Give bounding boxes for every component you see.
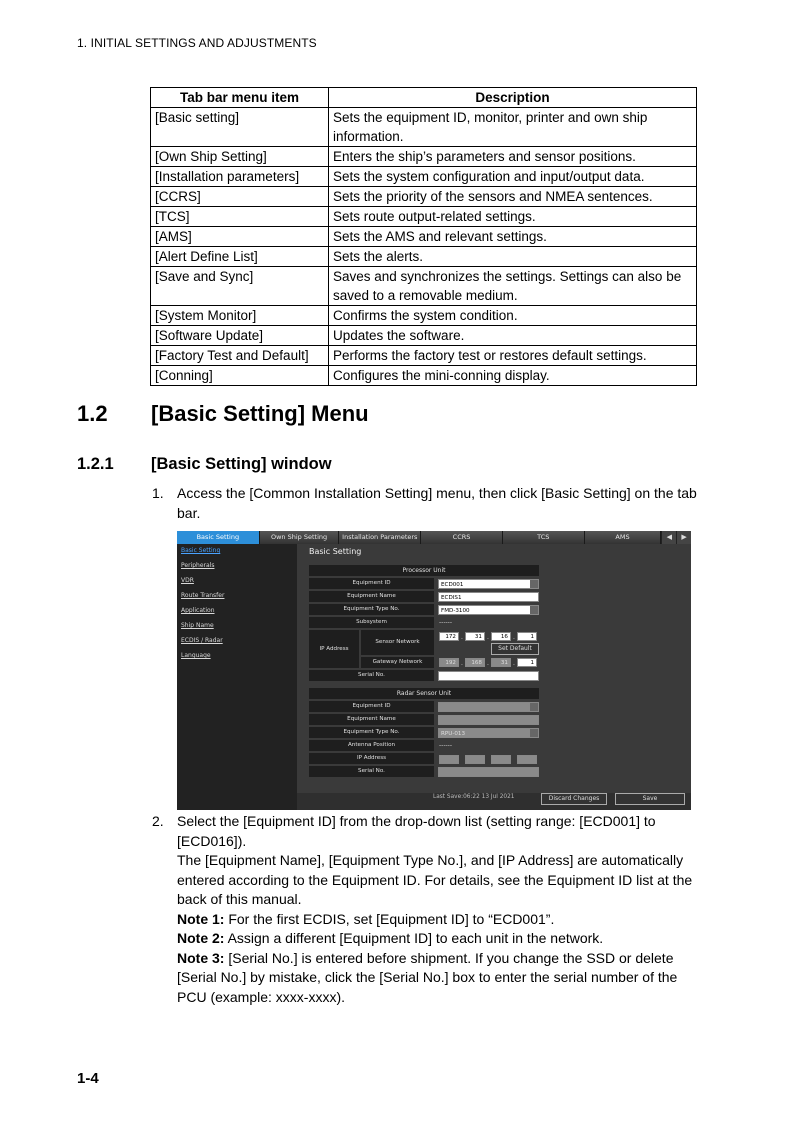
tab-ams[interactable]: AMS: [585, 531, 662, 544]
menu-item-cell: [Factory Test and Default]: [151, 346, 329, 366]
menu-item-cell: [TCS]: [151, 207, 329, 227]
gateway-network-label: Gateway Network: [361, 657, 434, 668]
radar-ip-octet-4: [517, 755, 537, 764]
menu-item-cell: [AMS]: [151, 227, 329, 247]
main-panel: Basic Setting Processor Unit Equipment ID ECD001 Equipment Name ECDIS1 Equipment Type No. FMD-3100 Subsystem ------ IP Address Sensor Network 172 . 31 . 16 . 1 Set Default Gateway Network 192 . 168 . 31 . 1 Serial No. Radar Sensor Unit Equipment ID Equipment Name Equipment Type No. RPU-013 Antenna Position ------ IP Address Serial No.: [297, 544, 691, 810]
table-row: [151, 187, 697, 207]
radar-equipment-name-label: Equipment Name: [309, 714, 434, 725]
description-cell: Confirms the system condition.: [329, 306, 697, 326]
side-link-peripherals[interactable]: Peripherals: [181, 562, 215, 569]
side-link-ship-name[interactable]: Ship Name: [181, 622, 214, 629]
gateway-ip-octet-3: 31: [491, 658, 511, 667]
sensor-network-label: Sensor Network: [361, 630, 434, 655]
subsection-title: [Basic Setting] window: [151, 455, 332, 473]
dropdown-arrow-icon: [530, 606, 538, 614]
radar-equipment-type-label: Equipment Type No.: [309, 727, 434, 738]
tab-installation-parameters[interactable]: Installation Parameters: [339, 531, 421, 544]
note-2: Note 2: Assign a different [Equipment ID] to each unit in the network.: [177, 930, 604, 946]
side-link-language[interactable]: Language: [181, 652, 211, 659]
equipment-name-label: Equipment Name: [309, 591, 434, 602]
radar-ip-octet-2: [465, 755, 485, 764]
note-3: Note 3: [Serial No.] is entered before shipment. If you change the SSD or delete [Serial No.] by mistake, click the [Serial No.] box to enter the serial number of the PCU (example: xxxx-xxxx).: [177, 949, 678, 1005]
equipment-type-label: Equipment Type No.: [309, 604, 434, 615]
radar-serial-no-field: [438, 767, 539, 777]
table-row: [151, 227, 697, 247]
side-menu: [177, 544, 297, 810]
column-header: Description: [329, 88, 697, 108]
table-row: [151, 207, 697, 227]
menu-item-cell: [Conning]: [151, 366, 329, 386]
sensor-ip-octet-3[interactable]: 16: [491, 632, 511, 641]
menu-item-cell: [CCRS]: [151, 187, 329, 207]
sensor-ip-octet-2[interactable]: 31: [465, 632, 485, 641]
equipment-name-field[interactable]: ECDIS1: [438, 592, 539, 602]
equipment-id-label: Equipment ID: [309, 578, 434, 589]
subsystem-label: Subsystem: [309, 617, 434, 628]
step-text: Select the [Equipment ID] from the drop-down list (setting range: [ECD001] to [ECD016]).: [177, 813, 656, 849]
table-header-row: [151, 88, 697, 108]
menu-item-cell: [Basic setting]: [151, 108, 329, 147]
ip-address-label: IP Address: [309, 630, 359, 668]
menu-item-cell: [Own Ship Setting]: [151, 147, 329, 167]
table-row: [151, 267, 697, 306]
description-cell: Sets the AMS and relevant settings.: [329, 227, 697, 247]
menu-item-cell: [Save and Sync]: [151, 267, 329, 306]
description-cell: Enters the ship’s parameters and sensor positions.: [329, 147, 697, 167]
column-header: Tab bar menu item: [151, 88, 329, 108]
menu-item-cell: [Software Update]: [151, 326, 329, 346]
note-1: Note 1: For the first ECDIS, set [Equipment ID] to “ECD001”.: [177, 910, 555, 927]
table-row: [151, 167, 697, 187]
running-header: 1. INITIAL SETTINGS AND ADJUSTMENTS: [77, 36, 317, 50]
sensor-ip-octet-1[interactable]: 172: [439, 632, 459, 641]
table-row: [151, 108, 697, 147]
gateway-ip-octet-1: 192: [439, 658, 459, 667]
antenna-position-label: Antenna Position: [309, 740, 434, 751]
tab-bar: [177, 531, 691, 544]
tab-scroll-left-icon[interactable]: ◀: [661, 531, 676, 544]
radar-serial-no-label: Serial No.: [309, 766, 434, 777]
set-default-button[interactable]: Set Default: [491, 643, 539, 655]
description-cell: Sets the priority of the sensors and NMEA sentences.: [329, 187, 697, 207]
side-link-application[interactable]: Application: [181, 607, 215, 614]
gateway-ip-octet-4[interactable]: 1: [517, 658, 537, 667]
page-number: 1-4: [77, 1070, 99, 1087]
menu-item-cell: [Alert Define List]: [151, 247, 329, 267]
tab-scroll-right-icon[interactable]: ▶: [676, 531, 691, 544]
serial-no-label: Serial No.: [309, 670, 434, 681]
dropdown-arrow-icon: [530, 703, 538, 711]
equipment-type-select[interactable]: FMD-3100: [438, 605, 539, 615]
side-link-ecdis-radar[interactable]: ECDIS / Radar: [181, 637, 223, 644]
last-save-status: Last Save:06:22 13 Jul 2021: [433, 794, 515, 800]
subsystem-value: ------: [439, 619, 452, 626]
equipment-id-select[interactable]: ECD001: [438, 579, 539, 589]
radar-equipment-id-select: [438, 702, 539, 712]
radar-ip-octet-3: [491, 755, 511, 764]
description-cell: Sets route output-related settings.: [329, 207, 697, 227]
dropdown-arrow-icon: [530, 729, 538, 737]
side-link-vdr[interactable]: VDR: [181, 577, 194, 584]
menu-item-cell: [System Monitor]: [151, 306, 329, 326]
tab-tcs[interactable]: TCS: [503, 531, 585, 544]
description-cell: Configures the mini-conning display.: [329, 366, 697, 386]
description-cell: Sets the alerts.: [329, 247, 697, 267]
step-number: 2.: [152, 813, 164, 829]
table-row: [151, 326, 697, 346]
section-number: 1.2: [77, 401, 108, 426]
antenna-position-value: ------: [439, 742, 452, 749]
section-title: [Basic Setting] Menu: [151, 401, 369, 426]
tab-ccrs[interactable]: CCRS: [421, 531, 503, 544]
serial-no-field[interactable]: [438, 671, 539, 681]
side-link-basic-setting[interactable]: Basic Setting: [181, 547, 221, 554]
save-button[interactable]: Save: [615, 793, 685, 805]
tab-own-ship-setting[interactable]: Own Ship Setting: [260, 531, 340, 544]
radar-equipment-id-label: Equipment ID: [309, 701, 434, 712]
description-cell: Saves and synchronizes the settings. Settings can also be saved to a removable medium.: [329, 267, 697, 306]
description-cell: Sets the equipment ID, monitor, printer and own ship information.: [329, 108, 697, 147]
processor-unit-header: Processor Unit: [309, 565, 539, 576]
table-row: [151, 346, 697, 366]
table-row: [151, 247, 697, 267]
radar-equipment-type-select: RPU-013: [438, 728, 539, 738]
panel-title: Basic Setting: [309, 547, 362, 556]
menu-item-cell: [Installation parameters]: [151, 167, 329, 187]
step-text: The [Equipment Name], [Equipment Type No.], and [IP Address] are automatically entered according to the Equipment ID. For details, see the Equipment ID list at the back of this manual.: [177, 852, 693, 907]
subsection-number: 1.2.1: [77, 455, 114, 473]
radar-ip-address-label: IP Address: [309, 753, 434, 764]
sensor-ip-octet-4[interactable]: 1: [517, 632, 537, 641]
discard-changes-button[interactable]: Discard Changes: [541, 793, 607, 805]
step-text-block: [177, 812, 697, 1007]
table-row: [151, 366, 697, 386]
tab-bar-menu-table: [150, 87, 697, 386]
radar-equipment-name-field: [438, 715, 539, 725]
step-text: Access the [Common Installation Setting] menu, then click [Basic Setting] on the tab bar.: [177, 485, 697, 521]
gateway-ip-octet-2: 168: [465, 658, 485, 667]
description-cell: Sets the system configuration and input/output data.: [329, 167, 697, 187]
radar-sensor-unit-header: Radar Sensor Unit: [309, 688, 539, 699]
table-row: [151, 306, 697, 326]
dropdown-arrow-icon: [530, 580, 538, 588]
side-link-route-transfer[interactable]: Route Transfer: [181, 592, 225, 599]
radar-ip-octet-1: [439, 755, 459, 764]
description-cell: Updates the software.: [329, 326, 697, 346]
basic-setting-screenshot: [177, 531, 691, 810]
tab-basic-setting[interactable]: Basic Setting: [177, 531, 260, 544]
description-cell: Performs the factory test or restores default settings.: [329, 346, 697, 366]
step-number: 1.: [152, 485, 164, 501]
table-row: [151, 147, 697, 167]
